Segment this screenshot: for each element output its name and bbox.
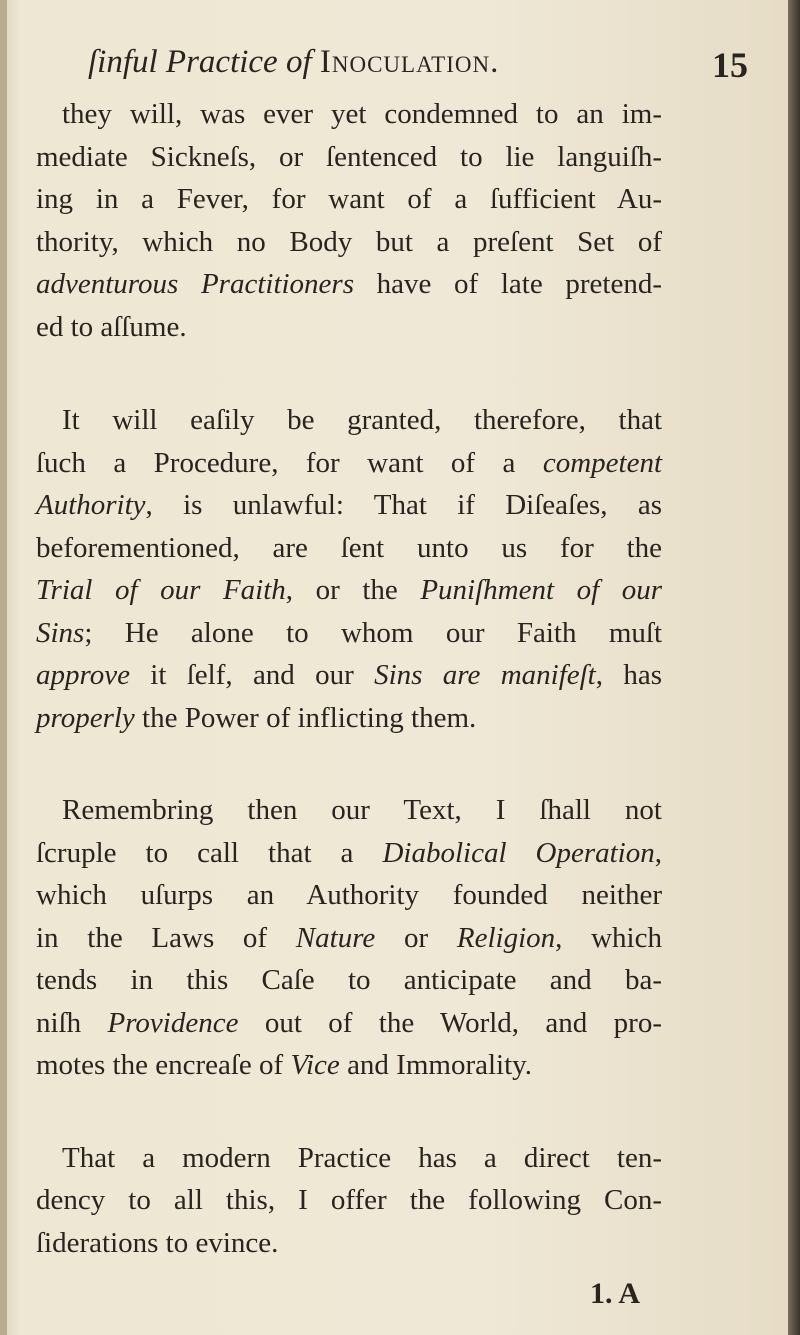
- page-number: 15: [712, 45, 748, 85]
- page-header: [88, 40, 748, 90]
- text-line: in the Laws of Nature or Religion, which: [36, 921, 662, 954]
- text-line: mediate Sickneſs, or ſentenced to lie languiſh-: [36, 140, 662, 173]
- text-line: adventurous Practitioners have of late pretend-: [36, 268, 662, 300]
- paragraph-2: [36, 399, 662, 739]
- italic-text: Sins are manifeſt: [374, 659, 596, 691]
- text-line: Trial of our Faith, or the Puniſhment of our: [36, 574, 662, 606]
- italic-text: properly: [36, 701, 135, 734]
- text-line: ſcruple to call that a Diabolical Operation,: [36, 836, 662, 869]
- text-line: thority, which no Body but a preſent Set of: [36, 225, 662, 258]
- text-line: ſiderations to evince.: [36, 1226, 279, 1259]
- italic-text: adventurous Practitioners: [36, 268, 354, 300]
- text-line: properly the Power of inflicting them.: [36, 701, 477, 734]
- text-line: ing in a Fever, for want of a ſufficient Au-: [36, 183, 662, 215]
- italic-text: Sins: [36, 616, 85, 649]
- text-line: motes the encreaſe of Vice and Immorality.: [36, 1049, 533, 1081]
- italic-text: Vice: [290, 1049, 340, 1081]
- italic-text: approve: [36, 659, 130, 691]
- text-line: ed to aſſume.: [36, 310, 187, 343]
- page-spine-shadow: [0, 0, 7, 1335]
- italic-text: Authority: [36, 489, 146, 521]
- text-line: That a modern Practice has a direct ten-: [62, 1141, 662, 1174]
- italic-text: competent: [542, 446, 662, 479]
- italic-text: Providence: [107, 1006, 239, 1039]
- text-line: dency to all this, I offer the following Con-: [36, 1184, 662, 1216]
- italic-text: Nature: [295, 921, 376, 954]
- catchword: 1. A: [590, 1277, 641, 1310]
- text-line: tends in this Caſe to anticipate and ba-: [36, 964, 662, 996]
- page-edge-shadow: [788, 0, 800, 1335]
- page-body: [36, 93, 662, 1264]
- text-line: It will eaſily be granted, therefore, that: [62, 404, 662, 436]
- running-title-caps: Inoculation.: [319, 44, 500, 80]
- running-title-italic: ſinful Practice of: [88, 44, 312, 80]
- italic-text: Trial of our Faith: [36, 574, 286, 606]
- text-line: Authority, is unlawful: That if Diſeaſes, as: [36, 489, 662, 521]
- paragraph-4: [36, 1137, 662, 1265]
- text-line: beforementioned, are ſent unto us for the: [36, 531, 662, 564]
- text-line: Remembring then our Text, I ſhall not: [62, 794, 662, 826]
- italic-text: Puniſhment of our: [420, 574, 662, 606]
- running-title: [88, 44, 499, 81]
- italic-text: Religion: [456, 921, 556, 954]
- text-line: Sins; He alone to whom our Faith muſt: [36, 616, 662, 649]
- text-line: niſh Providence out of the World, and pro-: [36, 1006, 662, 1039]
- paragraph-1: [36, 93, 662, 348]
- italic-text: Diabolical Operation: [382, 836, 655, 869]
- text-line: approve it ſelf, and our Sins are manifeſt, has: [36, 659, 662, 691]
- paragraph-3: [36, 789, 662, 1087]
- text-line: which uſurps an Authority founded neither: [36, 879, 662, 911]
- text-line: ſuch a Procedure, for want of a competent: [36, 446, 662, 479]
- text-line: they will, was ever yet condemned to an im-: [62, 98, 662, 130]
